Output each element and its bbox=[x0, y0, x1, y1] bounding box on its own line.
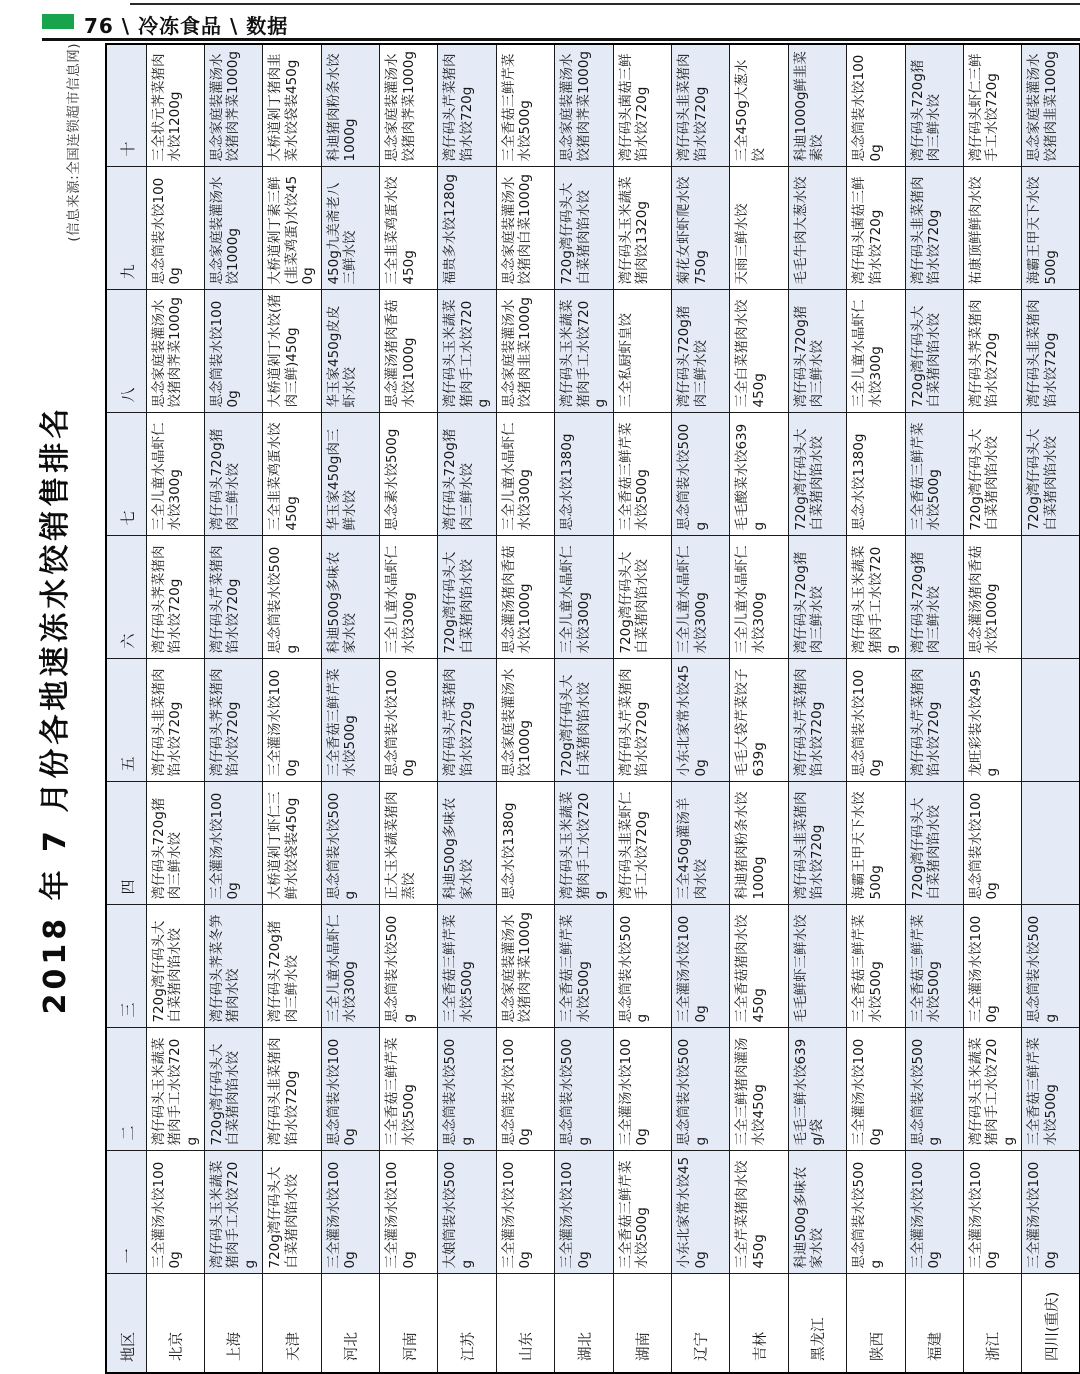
product-cell: 思念家庭装灌汤水饺猪肉韭菜1000g bbox=[496, 290, 554, 413]
product-cell: 思念家庭装灌汤水饺猪肉荠菜1000g bbox=[146, 290, 204, 413]
table-row bbox=[380, 44, 438, 1373]
product-cell: 720g湾仔码头大白菜猪肉馅水饺 bbox=[263, 1151, 321, 1274]
product-cell: 正大玉米蔬菜猪肉蒸饺 bbox=[380, 782, 438, 905]
region-name-cell: 吉林 bbox=[730, 1274, 788, 1373]
product-cell: 三全灌汤水饺1000g bbox=[555, 1151, 613, 1274]
product-cell: 海霸王甲天下水饺500g bbox=[847, 782, 905, 905]
product-cell: 思念筒装水饺1000g bbox=[963, 782, 1021, 905]
product-cell: 思念水饺1380g bbox=[496, 782, 554, 905]
product-cell: 毛毛鲜虾三鲜水饺 bbox=[788, 905, 846, 1028]
product-cell: 720g湾仔码头大白菜猪肉馅水饺 bbox=[905, 290, 963, 413]
product-cell: 三全灌汤水饺1000g bbox=[672, 905, 730, 1028]
product-cell bbox=[1022, 659, 1080, 782]
product-cell: 科迪500g多味农家水饺 bbox=[788, 1151, 846, 1274]
region-column-header: 地区 bbox=[106, 1274, 146, 1373]
product-cell: 思念家庭装灌汤水饺猪肉荠菜1000g bbox=[204, 44, 262, 167]
product-cell: 720g湾仔码头大白菜猪肉馅水饺 bbox=[204, 1028, 262, 1151]
product-cell: 湾仔码头720g猪肉三鲜水饺 bbox=[204, 413, 262, 536]
region-name-cell: 河南 bbox=[380, 1274, 438, 1373]
ranking-table bbox=[105, 43, 1080, 1374]
table-row bbox=[847, 44, 905, 1373]
product-cell: 海霸王甲天下水饺500g bbox=[1022, 167, 1080, 290]
product-cell: 思念家庭装灌汤水饺猪肉荠菜1000g bbox=[380, 44, 438, 167]
region-name-cell: 江苏 bbox=[438, 1274, 496, 1373]
product-cell: 三全儿童水晶虾仁水饺300g bbox=[321, 905, 379, 1028]
product-cell: 毛毛大袋芹菜饺子639g bbox=[730, 659, 788, 782]
product-cell: 湾仔码头芹菜猪肉馅水饺720g bbox=[788, 659, 846, 782]
product-cell: 三全香菇三鲜芹菜水饺500g bbox=[905, 413, 963, 536]
product-cell: 三全状元荠菜猪肉水饺1200g bbox=[146, 44, 204, 167]
product-cell: 思念家庭装灌汤水饺1000g bbox=[204, 167, 262, 290]
product-cell: 思念素水饺500g bbox=[380, 413, 438, 536]
product-cell: 三全灌汤水饺1000g bbox=[321, 1151, 379, 1274]
table-row bbox=[146, 44, 204, 1373]
product-cell: 小东北家常水饺450g bbox=[672, 659, 730, 782]
product-cell: 思念筒装水饺500g bbox=[321, 782, 379, 905]
product-cell: 湾仔码头720g猪肉三鲜水饺 bbox=[788, 536, 846, 659]
product-cell: 三全香菇三鲜芹菜水饺500g bbox=[380, 1028, 438, 1151]
product-cell: 思念筒装水饺500g bbox=[847, 1151, 905, 1274]
product-cell: 思念水饺1380g bbox=[555, 413, 613, 536]
product-cell: 三全灌汤水饺1000g bbox=[963, 1151, 1021, 1274]
product-cell: 大桥道剁丁虾仁三鲜水饺袋装450g bbox=[263, 782, 321, 905]
product-cell: 三全450g灌汤羊肉水饺 bbox=[672, 782, 730, 905]
green-accent-swatch bbox=[42, 14, 74, 29]
rank-header-cell: 二 bbox=[106, 1028, 146, 1151]
region-name-cell: 四川(重庆) bbox=[1022, 1274, 1080, 1373]
product-cell: 三全香菇三鲜芹菜水饺500g bbox=[613, 413, 671, 536]
table-row bbox=[204, 44, 262, 1373]
product-cell: 湾仔码头虾仁三鲜手工水饺720g bbox=[963, 44, 1021, 167]
region-name-cell: 上海 bbox=[204, 1274, 262, 1373]
region-name-cell: 福建 bbox=[905, 1274, 963, 1373]
table-row bbox=[613, 44, 671, 1373]
product-cell: 湾仔码头韭菜猪肉馅水饺720g bbox=[263, 1028, 321, 1151]
rank-header-cell: 六 bbox=[106, 536, 146, 659]
product-cell: 三全儿童水晶虾仁水饺300g bbox=[672, 536, 730, 659]
product-cell: 湾仔码头菌菇三鲜馅水饺720g bbox=[613, 44, 671, 167]
product-cell: 湾仔码头720g猪肉三鲜水饺 bbox=[672, 290, 730, 413]
product-cell: 思念灌汤猪肉香菇水饺1000g bbox=[380, 290, 438, 413]
region-name-cell: 浙江 bbox=[963, 1274, 1021, 1373]
product-cell: 720g湾仔码头大白菜猪肉馅水饺 bbox=[788, 413, 846, 536]
product-cell: 科迪500g多味农家水饺 bbox=[438, 782, 496, 905]
region-name-cell: 黑龙江 bbox=[788, 1274, 846, 1373]
product-cell: 720g湾仔码头大白菜猪肉馅水饺 bbox=[555, 659, 613, 782]
product-cell: 思念筒装水饺1000g bbox=[496, 1028, 554, 1151]
product-cell: 湾仔码头720g猪肉三鲜水饺 bbox=[905, 44, 963, 167]
product-cell: 思念灌汤猪肉香菇水饺1000g bbox=[496, 536, 554, 659]
product-cell: 三全灌汤水饺1000g bbox=[613, 1028, 671, 1151]
region-name-cell: 河北 bbox=[321, 1274, 379, 1373]
product-cell: 三全三鲜猪肉灌汤水饺450g bbox=[730, 1028, 788, 1151]
product-cell: 三全香菇三鲜芹菜水饺500g bbox=[555, 905, 613, 1028]
product-cell: 三全灌汤水饺1000g bbox=[905, 1151, 963, 1274]
rotated-landscape-content bbox=[0, 40, 1080, 1374]
table-row bbox=[263, 44, 321, 1373]
product-cell: 思念筒装水饺500g bbox=[1022, 905, 1080, 1028]
product-cell: 思念筒装水饺1000g bbox=[204, 290, 262, 413]
product-cell: 小东北家常水饺450g bbox=[672, 1151, 730, 1274]
product-cell: 三全儿童水晶虾仁水饺300g bbox=[380, 536, 438, 659]
table-row bbox=[788, 44, 846, 1373]
table-row bbox=[672, 44, 730, 1373]
product-cell: 湾仔码头韭菜猪肉馅水饺720g bbox=[1022, 290, 1080, 413]
rank-header-cell: 四 bbox=[106, 782, 146, 905]
product-cell: 三全芹菜猪肉水饺450g bbox=[730, 1151, 788, 1274]
product-cell: 湾仔码头720g猪肉三鲜水饺 bbox=[905, 536, 963, 659]
product-cell: 科迪猪肉粉条水饺1000g bbox=[321, 44, 379, 167]
product-cell: 毛毛酸菜水饺639g bbox=[730, 413, 788, 536]
product-cell: 湾仔码头玉米蔬菜猪肉手工水饺720g bbox=[204, 1151, 262, 1274]
region-name-cell: 天津 bbox=[263, 1274, 321, 1373]
product-cell: 大桥道剁丁猪肉韭菜水饺袋装450g bbox=[263, 44, 321, 167]
product-cell: 思念筒装水饺500g bbox=[672, 413, 730, 536]
product-cell: 三全白菜猪肉水饺450g bbox=[730, 290, 788, 413]
product-cell: 720g湾仔码头大白菜猪肉馅水饺 bbox=[146, 905, 204, 1028]
product-cell: 720g湾仔码头大白菜猪肉馅水饺 bbox=[1022, 413, 1080, 536]
product-cell: 三全灌汤水饺1000g bbox=[204, 782, 262, 905]
product-cell: 湾仔码头玉米蔬菜猪肉手工水饺720g bbox=[963, 1028, 1021, 1151]
product-cell: 湾仔码头芹菜猪肉馅水饺720g bbox=[204, 536, 262, 659]
product-cell: 720g湾仔码头大白菜猪肉馅水饺 bbox=[555, 167, 613, 290]
product-cell: 三全香菇三鲜芹菜水饺500g bbox=[905, 905, 963, 1028]
rank-header-cell: 八 bbox=[106, 290, 146, 413]
product-cell: 毛毛牛肉大葱水饺 bbox=[788, 167, 846, 290]
product-cell: 科迪1000g鲜韭菜素饺 bbox=[788, 44, 846, 167]
table-row bbox=[496, 44, 554, 1373]
product-cell: 三全香菇三鲜芹菜水饺500g bbox=[496, 44, 554, 167]
region-name-cell: 辽宁 bbox=[672, 1274, 730, 1373]
product-cell: 湾仔码头720g猪肉三鲜水饺 bbox=[438, 413, 496, 536]
product-cell: 思念筒装水饺500g bbox=[555, 1028, 613, 1151]
rank-header-cell: 一 bbox=[106, 1151, 146, 1274]
product-cell: 湾仔码头荠菜冬笋猪肉水饺 bbox=[204, 905, 262, 1028]
product-cell: 思念家庭装灌汤水饺猪肉荠菜1000g bbox=[496, 905, 554, 1028]
table-header-row bbox=[106, 44, 146, 1373]
product-cell: 思念家庭装灌汤水饺猪肉韭菜1000g bbox=[1022, 44, 1080, 167]
product-cell: 思念筒装水饺1000g bbox=[847, 44, 905, 167]
source-note: (信息来源:全国连锁超市信息网) bbox=[66, 43, 82, 242]
product-cell: 三全灌汤水饺1000g bbox=[263, 659, 321, 782]
product-cell: 大桥道剁丁素三鲜(韭菜鸡蛋)水饺450g bbox=[263, 167, 321, 290]
product-cell: 华玉家450g皮皮虾水饺 bbox=[321, 290, 379, 413]
product-cell: 湾仔码头韭菜虾仁手工水饺720g bbox=[613, 782, 671, 905]
product-cell: 思念筒装水饺500g bbox=[380, 905, 438, 1028]
product-cell: 思念水饺1380g bbox=[847, 413, 905, 536]
table-title: 2018 年 7 月份各地速冻水饺销售排名 bbox=[38, 404, 73, 1015]
product-cell: 450g九美斋老八三鲜水饺 bbox=[321, 167, 379, 290]
product-cell: 湾仔码头韭菜猪肉馅水饺720g bbox=[905, 167, 963, 290]
product-cell: 三全香菇三鲜芹菜水饺500g bbox=[321, 659, 379, 782]
product-cell: 科迪500g多味农家水饺 bbox=[321, 536, 379, 659]
product-cell: 大娘筒装水饺500g bbox=[438, 1151, 496, 1274]
product-cell: 思念家庭装灌汤水饺1000g bbox=[496, 659, 554, 782]
product-cell: 思念家庭装灌汤水饺猪肉白菜1000g bbox=[496, 167, 554, 290]
product-cell: 三全香菇三鲜芹菜水饺500g bbox=[1022, 1028, 1080, 1151]
product-cell: 三全儿童水晶虾仁水饺300g bbox=[847, 290, 905, 413]
product-cell: 三全私厨虾皇饺 bbox=[613, 290, 671, 413]
product-cell: 湾仔码头荠菜猪肉馅水饺720g bbox=[204, 659, 262, 782]
table-row bbox=[438, 44, 496, 1373]
page-header-text: 76 \ 冷冻食品 \ 数据 bbox=[84, 14, 289, 38]
table-row bbox=[1022, 44, 1080, 1373]
rank-header-cell: 三 bbox=[106, 905, 146, 1028]
product-cell: 湾仔码头荠菜猪肉馅水饺720g bbox=[146, 536, 204, 659]
product-cell: 思念筒装水饺1000g bbox=[380, 659, 438, 782]
product-cell bbox=[1022, 536, 1080, 659]
region-name-cell: 山东 bbox=[496, 1274, 554, 1373]
product-cell: 思念筒装水饺1000g bbox=[847, 659, 905, 782]
product-cell: 湾仔码头玉米蔬菜猪肉手工水饺720g bbox=[438, 290, 496, 413]
product-cell: 科迪猪肉粉条水饺1000g bbox=[730, 782, 788, 905]
product-cell: 三全韭菜鸡蛋水饺450g bbox=[380, 167, 438, 290]
product-cell: 720g湾仔码头大白菜猪肉馅水饺 bbox=[905, 782, 963, 905]
product-cell: 湾仔码头玉米蔬菜猪肉手工水饺720g bbox=[555, 290, 613, 413]
table-row bbox=[555, 44, 613, 1373]
product-cell: 三全儿童水晶虾仁水饺300g bbox=[730, 536, 788, 659]
product-cell: 龙旺彩装水饺495g bbox=[963, 659, 1021, 782]
product-cell bbox=[1022, 782, 1080, 905]
product-cell: 思念筒装水饺500g bbox=[263, 536, 321, 659]
product-cell: 大桥道剁丁水饺(猪肉三鲜)450g bbox=[263, 290, 321, 413]
product-cell: 思念筒装水饺500g bbox=[438, 1028, 496, 1151]
product-cell: 祐康顶鲜鲜肉水饺 bbox=[963, 167, 1021, 290]
product-cell: 三全450g大葱水饺 bbox=[730, 44, 788, 167]
product-cell: 思念筒装水饺1000g bbox=[321, 1028, 379, 1151]
product-cell: 720g湾仔码头大白菜猪肉馅水饺 bbox=[963, 413, 1021, 536]
product-cell: 三全香菇三鲜芹菜水饺500g bbox=[438, 905, 496, 1028]
product-cell: 720g湾仔码头大白菜猪肉馅水饺 bbox=[438, 536, 496, 659]
product-cell: 湾仔码头玉米蔬菜猪肉手工水饺720g bbox=[847, 536, 905, 659]
product-cell: 毛毛三鲜水饺639g/袋 bbox=[788, 1028, 846, 1151]
rank-header-cell: 五 bbox=[106, 659, 146, 782]
product-cell: 湾仔码头菌菇三鲜馅水饺720g bbox=[847, 167, 905, 290]
product-cell: 湾仔码头玉米蔬菜猪肉饺1320g bbox=[613, 167, 671, 290]
product-cell: 三全儿童水晶虾仁水饺300g bbox=[146, 413, 204, 536]
product-cell: 湾仔码头芹菜猪肉馅水饺720g bbox=[438, 44, 496, 167]
region-name-cell: 陕西 bbox=[847, 1274, 905, 1373]
product-cell: 思念筒装水饺500g bbox=[905, 1028, 963, 1151]
region-name-cell: 北京 bbox=[146, 1274, 204, 1373]
product-cell: 湾仔码头720g猪肉三鲜水饺 bbox=[263, 905, 321, 1028]
product-cell: 三全香菇三鲜芹菜水饺500g bbox=[847, 905, 905, 1028]
product-cell: 湾仔码头玉米蔬菜猪肉手工水饺720g bbox=[146, 1028, 204, 1151]
product-cell: 三全灌汤水饺1000g bbox=[1022, 1151, 1080, 1274]
product-cell: 福贵多水饺1280g bbox=[438, 167, 496, 290]
product-cell: 湾仔码头韭菜猪肉馅水饺720g bbox=[672, 44, 730, 167]
product-cell: 湾仔码头芹菜猪肉馅水饺720g bbox=[613, 659, 671, 782]
top-hairline bbox=[130, 3, 1080, 5]
product-cell: 三全儿童水晶虾仁水饺300g bbox=[496, 413, 554, 536]
region-name-cell: 湖北 bbox=[555, 1274, 613, 1373]
product-cell: 思念筒装水饺500g bbox=[613, 905, 671, 1028]
rank-header-cell: 十 bbox=[106, 44, 146, 167]
product-cell: 湾仔码头玉米蔬菜猪肉手工水饺720g bbox=[555, 782, 613, 905]
product-cell: 三全韭菜鸡蛋水饺450g bbox=[263, 413, 321, 536]
product-cell: 思念筒装水饺500g bbox=[672, 1028, 730, 1151]
page-header bbox=[42, 10, 1080, 36]
rank-header-cell: 七 bbox=[106, 413, 146, 536]
product-cell: 湾仔码头荠菜猪肉馅水饺720g bbox=[963, 290, 1021, 413]
product-cell: 湾仔码头韭菜猪肉馅水饺720g bbox=[146, 659, 204, 782]
product-cell: 三全灌汤水饺1000g bbox=[380, 1151, 438, 1274]
product-cell: 三全灌汤水饺1000g bbox=[146, 1151, 204, 1274]
product-cell: 三全香菇三鲜芹菜水饺500g bbox=[613, 1151, 671, 1274]
product-cell: 湾仔码头芹菜猪肉馅水饺720g bbox=[905, 659, 963, 782]
product-cell: 三全儿童水晶虾仁水饺300g bbox=[555, 536, 613, 659]
table-row bbox=[730, 44, 788, 1373]
table-row bbox=[905, 44, 963, 1373]
product-cell: 华玉家450g肉三鲜水饺 bbox=[321, 413, 379, 536]
product-cell: 湾仔码头韭菜猪肉馅水饺720g bbox=[788, 782, 846, 905]
product-cell: 思念筒装水饺1000g bbox=[146, 167, 204, 290]
region-name-cell: 湖南 bbox=[613, 1274, 671, 1373]
product-cell: 720g湾仔码头大白菜猪肉馅水饺 bbox=[613, 536, 671, 659]
product-cell: 思念灌汤猪肉香菇水饺1000g bbox=[963, 536, 1021, 659]
product-cell: 湾仔码头720g猪肉三鲜水饺 bbox=[788, 290, 846, 413]
product-cell: 思念家庭装灌汤水饺猪肉荠菜1000g bbox=[555, 44, 613, 167]
product-cell: 三全灌汤水饺1000g bbox=[847, 1028, 905, 1151]
table-row bbox=[963, 44, 1021, 1373]
product-cell: 三全灌汤水饺1000g bbox=[963, 905, 1021, 1028]
product-cell: 湾仔码头720g猪肉三鲜水饺 bbox=[146, 782, 204, 905]
product-cell: 天雨三鲜水饺 bbox=[730, 167, 788, 290]
product-cell: 三全香菇猪肉水饺450g bbox=[730, 905, 788, 1028]
table-row bbox=[321, 44, 379, 1373]
product-cell: 三全灌汤水饺1000g bbox=[496, 1151, 554, 1274]
product-cell: 湾仔码头芹菜猪肉馅水饺720g bbox=[438, 659, 496, 782]
rank-header-cell: 九 bbox=[106, 167, 146, 290]
product-cell: 菊花女虾虾爬水饺750g bbox=[672, 167, 730, 290]
